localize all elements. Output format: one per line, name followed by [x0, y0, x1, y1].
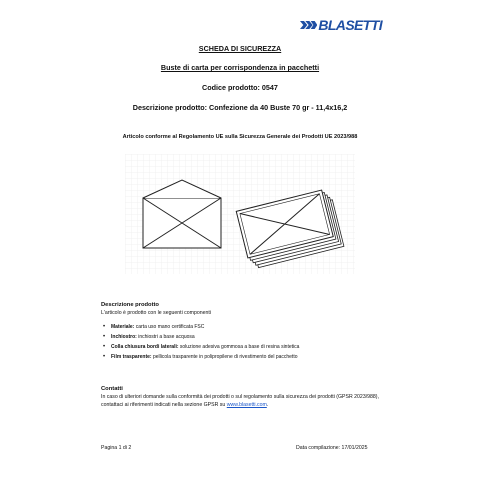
document-subtitle: Buste di carta per corrispondenza in pacchetti [160, 63, 320, 72]
logo-chevron-icon [300, 18, 317, 32]
brand-logo [300, 15, 382, 35]
product-section-intro: L'articolo è prodotto con le seguenti componenti [101, 310, 211, 316]
document-title: SCHEDA DI SICUREZZA [198, 44, 282, 53]
product-description: Descrizione prodotto: Confezione da 40 Buste 70 gr - 11,4x16,2 [132, 103, 348, 112]
title-block [0, 44, 480, 112]
envelope-illustration [125, 154, 355, 274]
list-item: • Film trasparente: pellicola trasparente in polipropilene di rivestimento del pacchetto [101, 352, 401, 362]
contacts-section [101, 385, 401, 410]
product-code: Codice prodotto: 0547 [202, 83, 278, 92]
component-list [101, 322, 401, 362]
page-number: Pagina 1 di 2 [101, 445, 132, 451]
contacts-heading: Contatti [101, 386, 123, 392]
compilation-date: Data compilazione: 17/01/2025 [296, 445, 368, 451]
compliance-statement: Articolo conforme al Regolamento UE sulla Sicurezza Generale dei Prodotti UE 2023/988 [122, 134, 358, 140]
website-link[interactable]: www.blasetti.com [226, 402, 267, 409]
contacts-text: In caso di ulteriori domande sulla conformità dei prodotti o sul regolamento sulla sicurezza dei prodotti (GPSR 2023/988), contattaci ai riferimenti indicati nella sezione GPSR su www.blasetti.com. [101, 394, 379, 409]
list-item: • Colla chiusura bordi laterali: soluzione adesiva gommosa a base di resina sintetica [101, 342, 401, 352]
product-section-heading: Descrizione prodotto [101, 302, 159, 308]
list-item: • Materiale: carta uso mano certificata FSC [101, 322, 401, 332]
list-item: • Inchiostro: inchiostri a base acquosa [101, 332, 401, 342]
product-section [101, 301, 401, 317]
brand-name: BLASETTI [318, 17, 382, 33]
